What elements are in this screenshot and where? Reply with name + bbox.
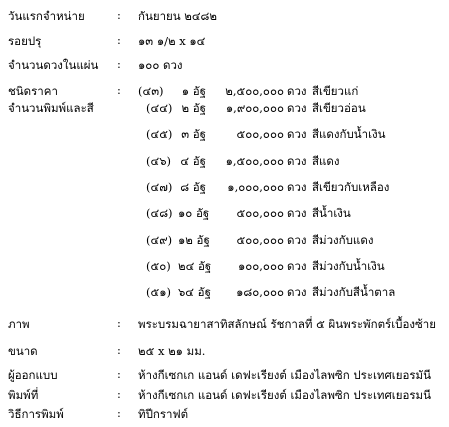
stamp-color: สีม่วงกับสีน้ำตาล: [312, 285, 396, 299]
stamp-value: ๑๐ อัฐ: [178, 206, 210, 220]
stamp-color: สีน้ำเงิน: [312, 206, 351, 220]
stamp-quantity: ๕๐๐,๐๐๐: [236, 127, 284, 141]
field-label: ภาพ: [8, 317, 30, 331]
stamp-unit: ดวง: [287, 84, 307, 98]
stamp-row: [0, 284, 449, 304]
stamp-value: ๑๒ อัฐ: [178, 233, 210, 247]
field-label: ผู้ออกแบบ: [8, 368, 58, 382]
stamp-row: [0, 179, 449, 199]
stamp-unit: ดวง: [287, 127, 307, 141]
field-value: ๑๐๐ ดวง: [138, 58, 183, 72]
field-value: ๒๕ x ๒๑ มม.: [138, 344, 206, 358]
field-value: ทิปีกราฟต์: [138, 407, 189, 421]
stamp-row: [0, 232, 449, 252]
field-label: จำนวนดวงในแผ่น: [8, 58, 99, 72]
colon: :: [117, 367, 121, 381]
stamp-code: (๔๖): [146, 154, 171, 168]
stamp-row: [0, 100, 449, 120]
colon: :: [117, 316, 121, 330]
field-label: ขนาด: [8, 344, 38, 358]
stamp-unit: ดวง: [287, 206, 307, 220]
colon: :: [117, 57, 121, 71]
stamp-color: สีเขียวกับเหลือง: [312, 180, 390, 194]
field-issue-date: [0, 8, 449, 28]
stamp-value: ๒ อัฐ: [181, 101, 206, 115]
stamp-code: (๕๐): [146, 259, 171, 273]
stamp-row: [0, 153, 449, 173]
stamp-unit: ดวง: [287, 154, 307, 168]
stamp-quantity: ๑,๐๐๐,๐๐๐: [227, 180, 284, 194]
stamp-value: ๑ อัฐ: [181, 84, 206, 98]
stamp-value: ๒๔ อัฐ: [178, 259, 212, 273]
field-designer: [0, 367, 449, 387]
stamp-code: (๔๔): [146, 101, 173, 115]
stamp-quantity: ๑๘๐,๐๐๐: [236, 285, 284, 299]
field-size: [0, 343, 449, 363]
stamp-unit: ดวง: [287, 180, 307, 194]
stamp-code: (๕๑): [146, 285, 171, 299]
field-value: ๑๓ ๑/๒ x ๑๔: [138, 34, 206, 48]
stamp-unit: ดวง: [287, 233, 307, 247]
colon: :: [117, 387, 121, 401]
stamp-row: [0, 126, 449, 146]
stamp-quantity: ๕๐๐,๐๐๐: [236, 233, 284, 247]
colon: :: [117, 406, 121, 420]
stamp-row: [0, 205, 449, 225]
stamp-color: สีแดง: [312, 154, 340, 168]
stamp-quantity: ๑,๙๐๐,๐๐๐: [225, 101, 284, 115]
field-perforation: [0, 33, 449, 53]
stamp-value: ๘ อัฐ: [180, 180, 206, 194]
stamp-color: สีม่วงกับน้ำเงิน: [312, 259, 385, 273]
colon: :: [117, 83, 121, 97]
stamp-row: [0, 258, 449, 278]
colon: :: [117, 343, 121, 357]
stamp-code: (๔๗): [146, 180, 173, 194]
stamp-value: ๓ อัฐ: [181, 127, 206, 141]
field-label: พิมพ์ที่: [8, 388, 39, 402]
stamp-code: (๔๙): [146, 233, 173, 247]
stamp-value: ๔ อัฐ: [180, 154, 206, 168]
stamp-unit: ดวง: [287, 285, 307, 299]
field-printer: [0, 387, 449, 407]
field-label: จำนวนพิมพ์และสี: [8, 101, 94, 115]
stamp-color: สีเขียวแก่: [312, 84, 359, 98]
stamp-color: สีเขียวอ่อน: [312, 101, 366, 115]
stamp-code: (๔๓): [138, 84, 164, 98]
stamp-quantity: ๑๐๐,๐๐๐: [237, 259, 284, 273]
stamp-code: (๔๘): [146, 206, 173, 220]
field-label: วิธีการพิมพ์: [8, 407, 64, 421]
field-label: ชนิดราคา: [8, 84, 58, 98]
field-picture: [0, 316, 449, 336]
stamp-color: สีแดงกับน้ำเงิน: [312, 127, 386, 141]
colon: :: [117, 8, 121, 22]
stamp-unit: ดวง: [287, 259, 307, 273]
field-value: ห้างกีเซกเก แอนด์ เดฟะเรียงต์ เมืองไลพซิก ประเทศเยอรมนี: [138, 388, 431, 402]
stamp-code: (๔๕): [146, 127, 173, 141]
stamp-quantity: ๕๐๐,๐๐๐: [236, 206, 284, 220]
stamp-color: สีม่วงกับแดง: [312, 233, 374, 247]
field-label: วันแรกจำหน่าย: [8, 9, 85, 23]
field-value: พระบรมฉายาสาทิสลักษณ์ รัชกาลที่ ๕ ผินพระพักตร์เบื้องซ้าย: [138, 317, 436, 331]
stamp-value: ๖๔ อัฐ: [178, 285, 211, 299]
field-print-method: [0, 406, 449, 426]
stamp-quantity: ๒,๕๐๐,๐๐๐: [225, 84, 284, 98]
field-label: รอยปรุ: [8, 34, 42, 48]
colon: :: [117, 33, 121, 47]
field-value: ห้างกีเซกเก แอนด์ เดฟะเรียงต์ เมืองไลพซิก ประเทศเยอรมันี: [138, 368, 431, 382]
field-per-sheet: [0, 57, 449, 77]
stamp-unit: ดวง: [287, 101, 307, 115]
stamp-quantity: ๑,๕๐๐,๐๐๐: [225, 154, 284, 168]
field-value: กันยายน ๒๔๘๒: [138, 9, 218, 23]
